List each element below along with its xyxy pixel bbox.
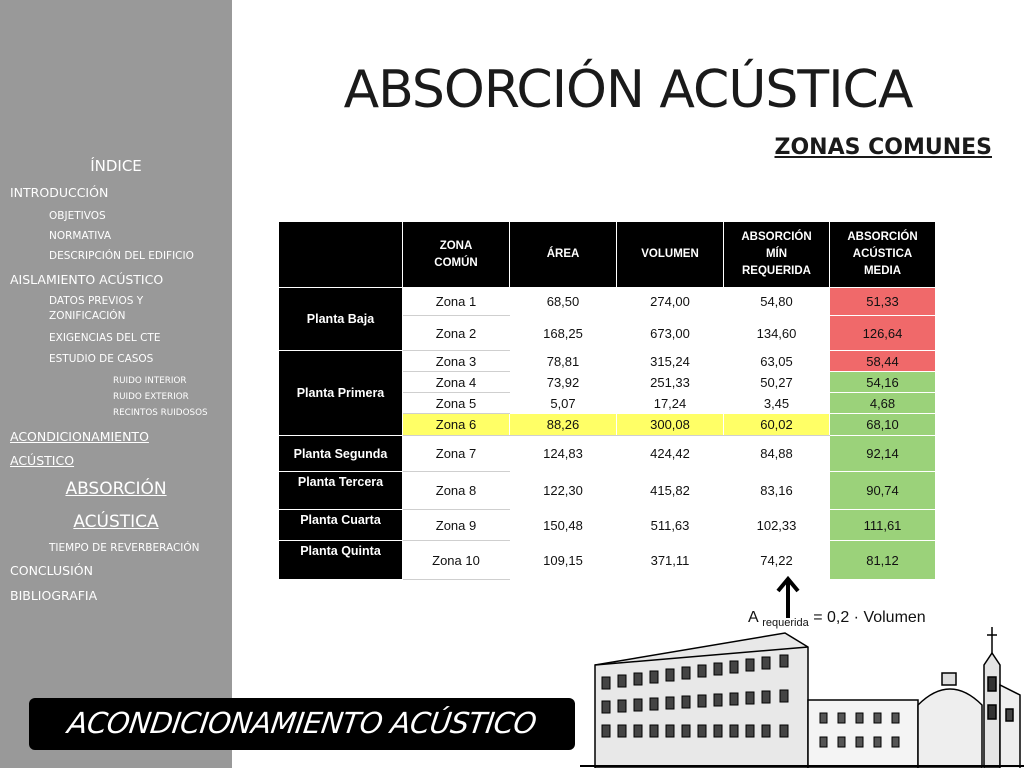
nav-acondicionamiento-line2[interactable]: ACÚSTICO: [10, 453, 75, 468]
nav-datos-previos-line1: DATOS PREVIOS Y: [49, 295, 144, 307]
area-cell: 122,30: [510, 472, 617, 510]
index-title: ÍNDICE: [90, 157, 142, 175]
table-row: [279, 351, 936, 372]
min-cell: 63,05: [724, 351, 830, 372]
plant-cell: Planta Cuarta: [279, 510, 403, 541]
section-subtitle: ZONAS COMUNES: [774, 135, 992, 160]
nav-active-acustica[interactable]: ACÚSTICA: [73, 512, 159, 532]
nav-ruido-interior[interactable]: RUIDO INTERIOR: [113, 376, 187, 386]
min-cell: 102,33: [724, 510, 830, 541]
plant-cell: Planta Quinta: [279, 541, 403, 580]
media-cell: 90,74: [830, 472, 936, 510]
media-cell: 51,33: [830, 288, 936, 316]
header-volumen: VOLUMEN: [617, 222, 724, 288]
nav-datos-previos-line2: ZONIFICACIÓN: [49, 310, 126, 322]
volumen-cell: 17,24: [617, 393, 724, 414]
nav-datos-previos[interactable]: [49, 294, 143, 324]
media-cell: 68,10: [830, 414, 936, 436]
header-area: ÁREA: [510, 222, 617, 288]
absorption-table: [278, 221, 936, 580]
media-cell: 54,16: [830, 372, 936, 393]
nav-objetivos[interactable]: OBJETIVOS: [49, 210, 106, 222]
plant-cell: Planta Primera: [279, 351, 403, 436]
zona-cell: Zona 8: [403, 472, 510, 510]
nav-active-absorcion[interactable]: ABSORCIÓN: [65, 479, 167, 499]
zona-cell: Zona 10: [403, 541, 510, 580]
zona-cell: Zona 9: [403, 510, 510, 541]
zona-cell: Zona 3: [403, 351, 510, 372]
area-cell: 150,48: [510, 510, 617, 541]
media-cell: 58,44: [830, 351, 936, 372]
area-cell: 109,15: [510, 541, 617, 580]
table-header-row: [279, 222, 936, 288]
table-row: [279, 288, 936, 316]
media-cell: 126,64: [830, 316, 936, 351]
formula-symbol: A: [748, 609, 758, 626]
banner-text: ACONDICIONAMIENTO ACÚSTICO: [65, 706, 539, 740]
plant-cell: Planta Tercera: [279, 472, 403, 510]
volumen-cell: 673,00: [617, 316, 724, 351]
plant-cell: Planta Baja: [279, 288, 403, 351]
min-cell: 74,22: [724, 541, 830, 580]
nav-tiempo-reverberacion[interactable]: TIEMPO DE REVERBERACIÓN: [49, 542, 200, 554]
table-row: [279, 472, 936, 510]
header-absorcion-min: ABSORCIÓN MÍN REQUERIDA: [724, 222, 830, 288]
min-cell: 84,88: [724, 436, 830, 472]
nav-normativa[interactable]: NORMATIVA: [49, 230, 112, 242]
nav-exigencias-cte[interactable]: EXIGENCIAS DEL CTE: [49, 332, 161, 344]
page-title: ABSORCIÓN ACÚSTICA: [343, 60, 913, 120]
area-cell: 68,50: [510, 288, 617, 316]
area-cell: 168,25: [510, 316, 617, 351]
footer-banner: [29, 698, 575, 750]
area-cell: 124,83: [510, 436, 617, 472]
table-row: [279, 436, 936, 472]
zona-cell: Zona 1: [403, 288, 510, 316]
min-cell: 54,80: [724, 288, 830, 316]
plant-cell: Planta Segunda: [279, 436, 403, 472]
area-cell: 73,92: [510, 372, 617, 393]
min-cell: 50,27: [724, 372, 830, 393]
media-cell: 4,68: [830, 393, 936, 414]
area-cell: 5,07: [510, 393, 617, 414]
media-cell: 92,14: [830, 436, 936, 472]
volumen-cell: 424,42: [617, 436, 724, 472]
formula-subscript: requerida: [762, 617, 809, 630]
header-absorcion-media: ABSORCIÓN ACÚSTICA MEDIA: [830, 222, 936, 288]
nav-descripcion-edificio[interactable]: DESCRIPCIÓN DEL EDIFICIO: [49, 250, 194, 262]
sidebar: [0, 0, 232, 768]
nav-ruido-exterior[interactable]: RUIDO EXTERIOR: [113, 392, 189, 402]
nav-conclusion[interactable]: CONCLUSIÓN: [10, 563, 93, 578]
nav-estudio-casos[interactable]: ESTUDIO DE CASOS: [49, 353, 154, 365]
nav-bibliografia[interactable]: BIBLIOGRAFIA: [10, 588, 98, 603]
volumen-cell: 300,08: [617, 414, 724, 436]
media-cell: 111,61: [830, 510, 936, 541]
nav-aislamiento-acustico[interactable]: AISLAMIENTO ACÚSTICO: [10, 272, 164, 287]
min-cell: 83,16: [724, 472, 830, 510]
volumen-cell: 511,63: [617, 510, 724, 541]
zona-cell: Zona 5: [403, 393, 510, 414]
building-illustration: [580, 625, 1024, 768]
media-cell: 81,12: [830, 541, 936, 580]
header-zona-comun: ZONA COMÚN: [403, 222, 510, 288]
min-cell: 134,60: [724, 316, 830, 351]
min-cell: 3,45: [724, 393, 830, 414]
zona-cell: Zona 6: [403, 414, 510, 436]
volumen-cell: 251,33: [617, 372, 724, 393]
zona-cell: Zona 7: [403, 436, 510, 472]
volumen-cell: 371,11: [617, 541, 724, 580]
header-planta: [279, 222, 403, 288]
volumen-cell: 415,82: [617, 472, 724, 510]
formula-rhs: = 0,2 · Volumen: [813, 609, 926, 626]
area-cell: 88,26: [510, 414, 617, 436]
nav-recintos-ruidosos[interactable]: RECINTOS RUIDOSOS: [113, 408, 208, 418]
nav-acondicionamiento-line1[interactable]: ACONDICIONAMIENTO: [10, 429, 149, 444]
area-cell: 78,81: [510, 351, 617, 372]
min-cell: 60,02: [724, 414, 830, 436]
table-row: [279, 541, 936, 580]
zona-cell: Zona 4: [403, 372, 510, 393]
volumen-cell: 315,24: [617, 351, 724, 372]
nav-introduccion[interactable]: INTRODUCCIÓN: [10, 185, 109, 200]
table-row: [279, 510, 936, 541]
zona-cell: Zona 2: [403, 316, 510, 351]
volumen-cell: 274,00: [617, 288, 724, 316]
